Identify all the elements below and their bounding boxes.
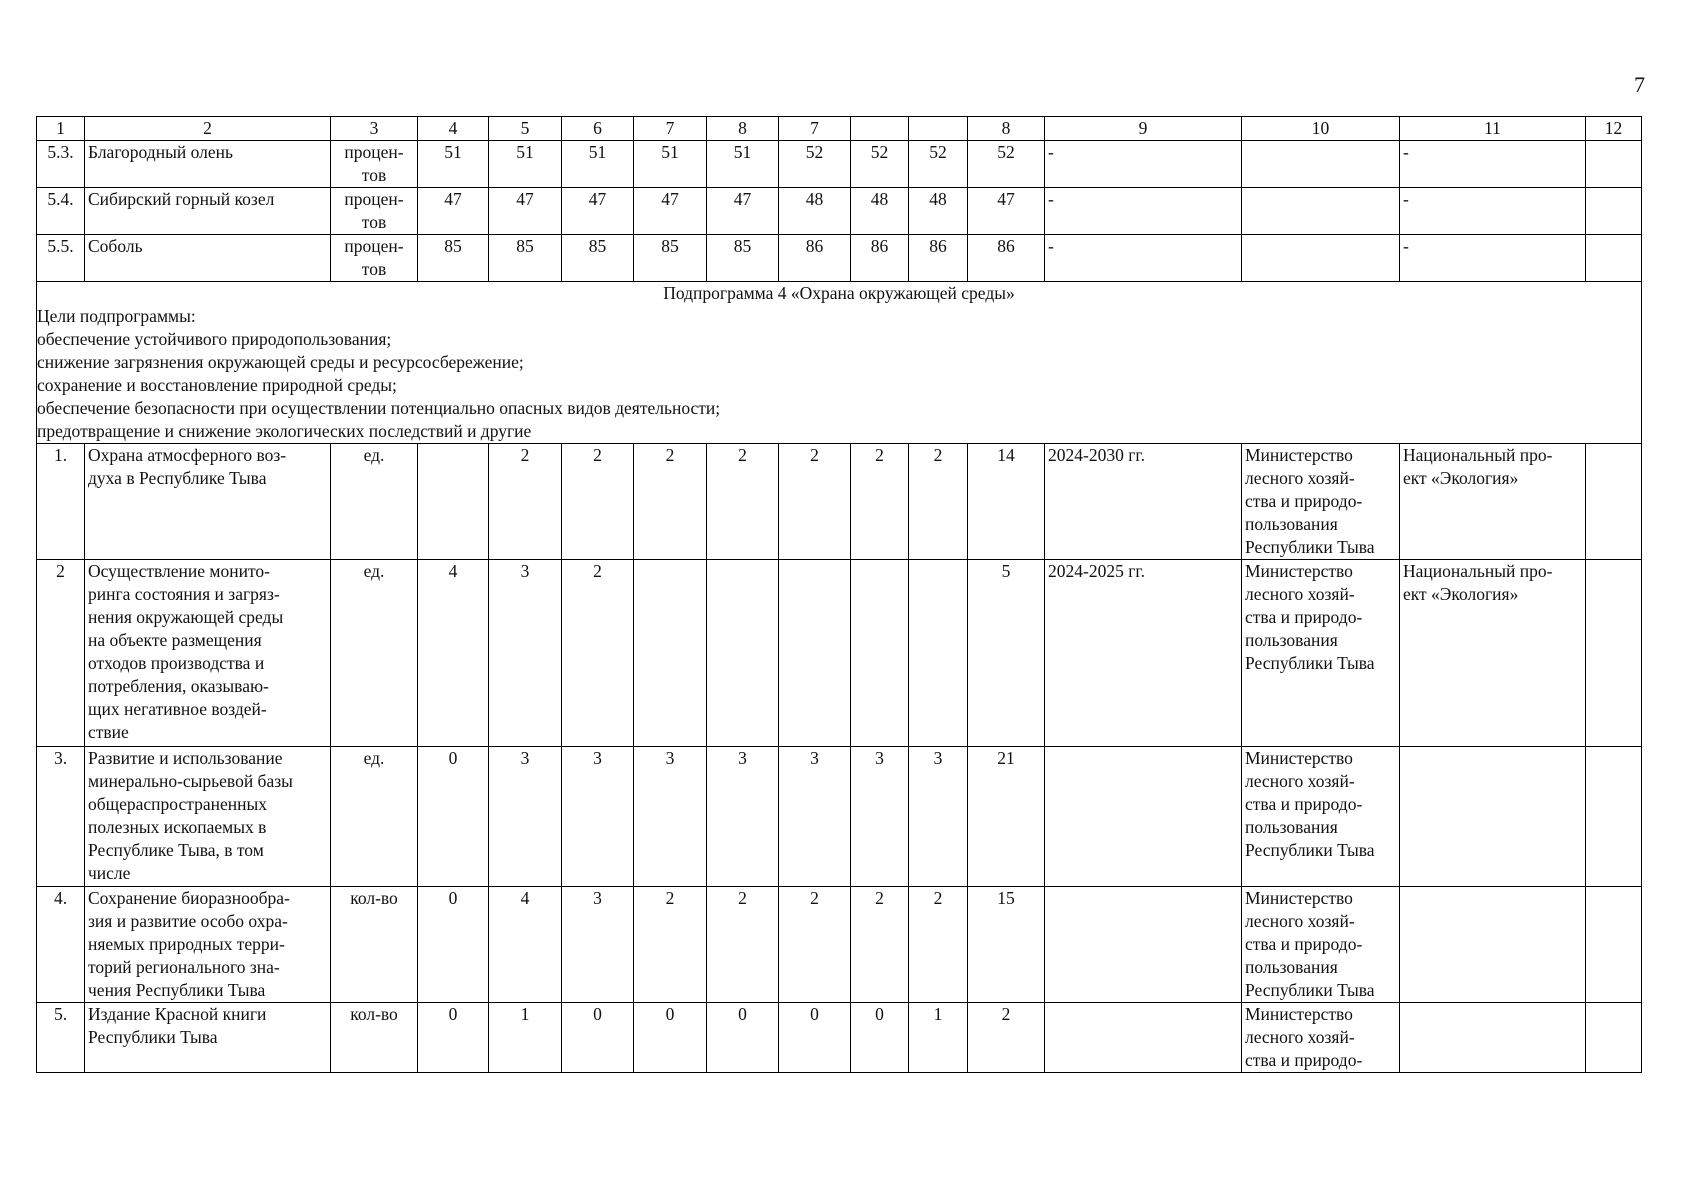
extra-cell: [1586, 1003, 1642, 1073]
unit-cell: ед.: [331, 444, 418, 560]
value-cell: 47: [707, 188, 779, 235]
period-cell: 2024-2025 гг.: [1045, 560, 1242, 747]
value-cell: [418, 444, 489, 560]
indicator-name-cell: Сибирский горный козел: [85, 188, 331, 235]
value-cell: 0: [418, 887, 489, 1003]
value-cell: 86: [968, 235, 1045, 282]
value-cell: 14: [968, 444, 1045, 560]
subprogram-goal-line: предотвращение и снижение экологических последствий и другие: [37, 421, 532, 441]
value-cell: 2: [562, 444, 634, 560]
row-number-cell: 4.: [37, 887, 85, 1003]
unit-cell: процен- тов: [331, 188, 418, 235]
table-row: [37, 747, 1642, 887]
indicator-name-cell: Соболь: [85, 235, 331, 282]
value-cell: 4: [489, 887, 562, 1003]
value-cell: 51: [418, 141, 489, 188]
value-cell: 2: [562, 560, 634, 747]
link-cell: Национальный про- ект «Экология»: [1400, 560, 1586, 747]
value-cell: 0: [779, 1003, 851, 1073]
subprogram-row: [37, 282, 1642, 444]
unit-cell: процен- тов: [331, 141, 418, 188]
value-cell: 2: [909, 444, 968, 560]
column-number-cell: 11: [1400, 117, 1586, 141]
responsible-cell: Министерство лесного хозяй- ства и природо- пользования Республики Тыва: [1242, 747, 1400, 887]
link-cell: -: [1400, 188, 1586, 235]
link-cell: Национальный про- ект «Экология»: [1400, 444, 1586, 560]
value-cell: 52: [968, 141, 1045, 188]
indicator-name-cell: Благородный олень: [85, 141, 331, 188]
extra-cell: [1586, 235, 1642, 282]
column-number-cell: 1: [37, 117, 85, 141]
value-cell: 2: [634, 444, 707, 560]
responsible-cell: Министерство лесного хозяй- ства и природо-: [1242, 1003, 1400, 1073]
value-cell: 0: [634, 1003, 707, 1073]
link-cell: -: [1400, 141, 1586, 188]
responsible-cell: [1242, 235, 1400, 282]
value-cell: 48: [779, 188, 851, 235]
column-number-cell: 12: [1586, 117, 1642, 141]
link-cell: -: [1400, 235, 1586, 282]
indicators-table: [36, 116, 1642, 1073]
value-cell: 15: [968, 887, 1045, 1003]
value-cell: 3: [851, 747, 909, 887]
value-cell: 52: [851, 141, 909, 188]
value-cell: 0: [562, 1003, 634, 1073]
link-cell: [1400, 887, 1586, 1003]
value-cell: [851, 560, 909, 747]
column-number-row: [37, 117, 1642, 141]
extra-cell: [1586, 444, 1642, 560]
column-number-cell: 9: [1045, 117, 1242, 141]
link-cell: [1400, 747, 1586, 887]
column-number-cell: 8: [707, 117, 779, 141]
row-number-cell: 5.: [37, 1003, 85, 1073]
indicator-name-cell: Издание Красной книги Республики Тыва: [85, 1003, 331, 1073]
value-cell: 3: [489, 560, 562, 747]
value-cell: 2: [968, 1003, 1045, 1073]
table-row: [37, 235, 1642, 282]
value-cell: 52: [909, 141, 968, 188]
value-cell: 2: [851, 887, 909, 1003]
value-cell: 3: [562, 887, 634, 1003]
value-cell: [707, 560, 779, 747]
value-cell: 48: [851, 188, 909, 235]
value-cell: 2: [851, 444, 909, 560]
value-cell: 0: [851, 1003, 909, 1073]
period-cell: [1045, 747, 1242, 887]
extra-cell: [1586, 560, 1642, 747]
value-cell: 0: [418, 1003, 489, 1073]
value-cell: 47: [634, 188, 707, 235]
extra-cell: [1586, 188, 1642, 235]
value-cell: 47: [968, 188, 1045, 235]
subprogram-goal-line: сохранение и восстановление природной среды;: [37, 375, 397, 395]
extra-cell: [1586, 887, 1642, 1003]
column-number-cell: 4: [418, 117, 489, 141]
row-number-cell: 2: [37, 560, 85, 747]
value-cell: 47: [418, 188, 489, 235]
row-number-cell: 3.: [37, 747, 85, 887]
value-cell: 3: [779, 747, 851, 887]
value-cell: 51: [489, 141, 562, 188]
value-cell: 3: [634, 747, 707, 887]
value-cell: 85: [634, 235, 707, 282]
responsible-cell: [1242, 141, 1400, 188]
value-cell: 47: [489, 188, 562, 235]
subprogram-title: Подпрограмма 4 «Охрана окружающей среды»: [663, 283, 1015, 303]
indicator-name-cell: Осуществление монито- ринга состояния и загряз- нения окружающей среды на объекте размещения отходов производства и потребления, оказываю- щих негативное воздей- ствие: [85, 560, 331, 747]
value-cell: 2: [707, 444, 779, 560]
value-cell: 4: [418, 560, 489, 747]
value-cell: 86: [851, 235, 909, 282]
responsible-cell: Министерство лесного хозяй- ства и природо- пользования Республики Тыва: [1242, 887, 1400, 1003]
table-row: [37, 188, 1642, 235]
column-number-cell: 5: [489, 117, 562, 141]
column-number-cell: 7: [779, 117, 851, 141]
value-cell: 0: [418, 747, 489, 887]
column-number-cell: 2: [85, 117, 331, 141]
subprogram-goal-line: Цели подпрограммы:: [37, 306, 196, 326]
unit-cell: ед.: [331, 560, 418, 747]
table-row: [37, 141, 1642, 188]
column-number-cell: [909, 117, 968, 141]
period-cell: 2024-2030 гг.: [1045, 444, 1242, 560]
value-cell: 3: [707, 747, 779, 887]
unit-cell: кол-во: [331, 1003, 418, 1073]
period-cell: [1045, 1003, 1242, 1073]
unit-cell: кол-во: [331, 887, 418, 1003]
value-cell: [909, 560, 968, 747]
indicator-name-cell: Развитие и использование минерально-сырьевой базы общераспространенных полезных ископаемых в Республике Тыва, в том числе: [85, 747, 331, 887]
column-number-cell: 7: [634, 117, 707, 141]
table-row: [37, 560, 1642, 747]
value-cell: 2: [779, 887, 851, 1003]
value-cell: 85: [707, 235, 779, 282]
value-cell: 3: [489, 747, 562, 887]
unit-cell: процен- тов: [331, 235, 418, 282]
unit-cell: ед.: [331, 747, 418, 887]
value-cell: [779, 560, 851, 747]
extra-cell: [1586, 141, 1642, 188]
table-row: [37, 1003, 1642, 1073]
value-cell: 2: [779, 444, 851, 560]
value-cell: [634, 560, 707, 747]
value-cell: 51: [562, 141, 634, 188]
column-number-cell: [851, 117, 909, 141]
indicator-name-cell: Сохранение биоразнообра- зия и развитие особо охра- няемых природных терри- торий регионального зна- чения Республики Тыва: [85, 887, 331, 1003]
value-cell: 48: [909, 188, 968, 235]
value-cell: 1: [909, 1003, 968, 1073]
value-cell: 1: [489, 1003, 562, 1073]
extra-cell: [1586, 747, 1642, 887]
column-number-cell: 6: [562, 117, 634, 141]
table-row: [37, 887, 1642, 1003]
subprogram-goal-line: обеспечение устойчивого природопользования;: [37, 329, 392, 349]
column-number-cell: 3: [331, 117, 418, 141]
period-cell: [1045, 887, 1242, 1003]
value-cell: 85: [418, 235, 489, 282]
indicator-name-cell: Охрана атмосферного воз- духа в Республике Тыва: [85, 444, 331, 560]
responsible-cell: Министерство лесного хозяй- ства и природо- пользования Республики Тыва: [1242, 444, 1400, 560]
value-cell: 52: [779, 141, 851, 188]
subprogram-cell: [37, 282, 1642, 444]
value-cell: 2: [707, 887, 779, 1003]
value-cell: 0: [707, 1003, 779, 1073]
row-number-cell: 5.4.: [37, 188, 85, 235]
value-cell: 3: [909, 747, 968, 887]
value-cell: 21: [968, 747, 1045, 887]
period-cell: -: [1045, 141, 1242, 188]
column-number-cell: 8: [968, 117, 1045, 141]
value-cell: 86: [909, 235, 968, 282]
subprogram-goal-line: снижение загрязнения окружающей среды и ресурсосбережение;: [37, 352, 524, 372]
link-cell: [1400, 1003, 1586, 1073]
value-cell: 47: [562, 188, 634, 235]
row-number-cell: 5.5.: [37, 235, 85, 282]
period-cell: -: [1045, 188, 1242, 235]
value-cell: 51: [634, 141, 707, 188]
column-number-cell: 10: [1242, 117, 1400, 141]
responsible-cell: Министерство лесного хозяй- ства и природо- пользования Республики Тыва: [1242, 560, 1400, 747]
row-number-cell: 5.3.: [37, 141, 85, 188]
subprogram-goal-line: обеспечение безопасности при осуществлении потенциально опасных видов деятельности;: [37, 398, 721, 418]
value-cell: 85: [489, 235, 562, 282]
value-cell: 2: [909, 887, 968, 1003]
value-cell: 5: [968, 560, 1045, 747]
value-cell: 51: [707, 141, 779, 188]
row-number-cell: 1.: [37, 444, 85, 560]
value-cell: 85: [562, 235, 634, 282]
value-cell: 3: [562, 747, 634, 887]
value-cell: 86: [779, 235, 851, 282]
responsible-cell: [1242, 188, 1400, 235]
value-cell: 2: [634, 887, 707, 1003]
value-cell: 2: [489, 444, 562, 560]
table-row: [37, 444, 1642, 560]
period-cell: -: [1045, 235, 1242, 282]
page-number: 7: [1634, 72, 1645, 97]
